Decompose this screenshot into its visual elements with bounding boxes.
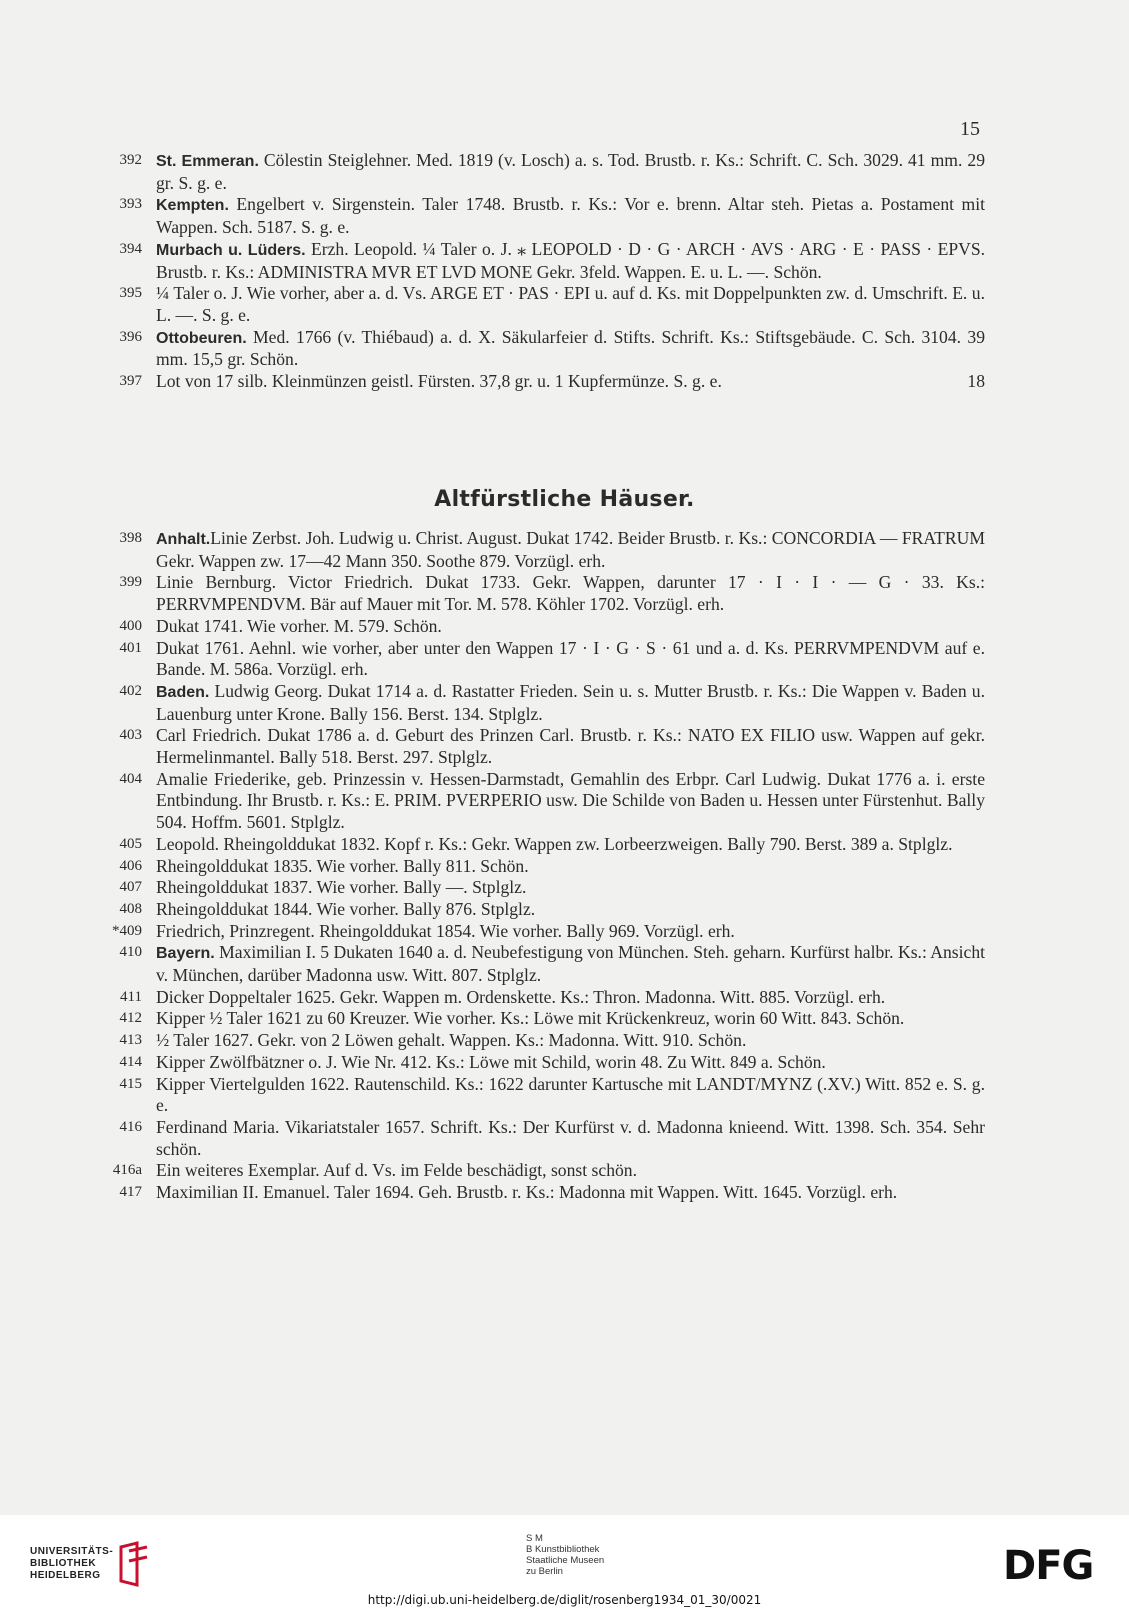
entry-description [156, 1052, 985, 1074]
lot-number: 408 [119, 900, 142, 917]
catalog-entry [100, 1117, 985, 1160]
permalink-url[interactable]: http://digi.ub.uni-heidelberg.de/diglit/rosenberg1934_01_30/0021 [367, 1593, 762, 1607]
entry-text: Carl Friedrich. Dukat 1786 a. d. Geburt des Prinzen Carl. Brustb. r. Ks.: NATO EX FILIO usw. Wappen auf gekr. Hermelinmantel. Bally 518. Berst. 297. Stplglz. [156, 725, 985, 768]
catalog-entry [100, 921, 985, 943]
lot-number: 414 [119, 1053, 142, 1070]
catalog-entry [100, 1008, 985, 1030]
catalog-entry [100, 681, 985, 725]
lot-price: 18 [967, 371, 985, 392]
entry-description [156, 1008, 985, 1030]
entry-heading: Murbach u. Lüders. [156, 241, 306, 259]
entry-text: Leopold. Rheingolddukat 1832. Kopf r. Ks.: Gekr. Wappen zw. Lorbeerzweigen. Bally 790. Berst. 389 a. Stplglz. [156, 833, 953, 854]
catalog-entry [100, 1030, 985, 1052]
entry-heading: Baden. [156, 683, 210, 701]
entry-text: Kipper ½ Taler 1621 zu 60 Kreuzer. Wie vorher. Ks.: Löwe mit Krückenkreuz, worin 60 Witt. 843. Schön. [156, 1008, 905, 1029]
lot-number: 407 [119, 879, 142, 896]
entry-heading: St. Emmeran. [156, 153, 259, 170]
lot-number: 396 [119, 328, 142, 345]
lot-number: 416a [112, 1162, 142, 1179]
catalog-entry [100, 1074, 985, 1117]
lot-number: 403 [119, 727, 142, 744]
catalog-entry [100, 327, 985, 371]
lot-number: 397 [119, 373, 142, 390]
entry-text: Maximilian I. 5 Dukaten 1640 a. d. Neubefestigung von München. Steh. geharn. Kurfürst halbr. Ks.: Ansicht v. München, darüber Madonna usw. Witt. 807. Stplglz. [156, 942, 985, 986]
entry-description [156, 1160, 985, 1182]
entry-description [156, 942, 985, 986]
lot-number: 405 [119, 835, 142, 852]
catalog-entry [100, 856, 985, 878]
lot-number: 395 [119, 285, 142, 302]
entry-description [156, 283, 985, 326]
entry-text: Lot von 17 silb. Kleinmünzen geistl. Fürsten. 37,8 gr. u. 1 Kupfermünze. S. g. e. [156, 371, 722, 392]
lot-number: 402 [119, 682, 142, 699]
lot-number: 413 [119, 1032, 142, 1049]
entry-description [156, 1117, 985, 1160]
entry-text: Dicker Doppeltaler 1625. Gekr. Wappen m. Ordenskette. Ks.: Thron. Madonna. Witt. 885. Vorzügl. erh. [156, 986, 886, 1007]
entry-text: Amalie Friederike, geb. Prinzessin v. Hessen-Darmstadt, Gemahlin des Erbpr. Carl Ludwig. Dukat 1776 a. i. erste Entbindung. Ihr Brustb. r. Ks.: E. PRIM. PVERPERIO usw. Die Schilde von Baden u. Hessen unter Fürstenhut. Bally 504. Hoffm. 5601. Stplglz. [156, 768, 985, 833]
staatliche-museen-logo[interactable]: S M B Kunstbibliothek Staatliche Museen zu Berlin [526, 1533, 605, 1577]
viewer-footer [0, 1515, 1129, 1613]
catalog-entry [100, 1052, 985, 1074]
lot-number: 404 [119, 770, 142, 787]
lot-number: 399 [119, 574, 142, 591]
entry-description [156, 834, 985, 856]
catalog-entry [100, 899, 985, 921]
lot-number: 411 [120, 988, 142, 1005]
catalog-entry [100, 371, 985, 393]
lot-number: 415 [119, 1075, 142, 1092]
entry-text: Ein weiteres Exemplar. Auf d. Vs. im Felde beschädigt, sonst schön. [156, 1160, 637, 1181]
entry-text: Ludwig Georg. Dukat 1714 a. d. Rastatter Frieden. Sein u. s. Mutter Brustb. r. Ks.: Die Wappen v. Baden u. Lauenburg unter Krone. Bally 156. Berst. 134. Stplglz. [156, 680, 985, 724]
entry-description [156, 769, 985, 834]
catalog-entry [100, 725, 985, 768]
entry-text: Dukat 1741. Wie vorher. M. 579. Schön. [156, 615, 442, 636]
catalog-entry [100, 239, 985, 283]
entry-heading: Ottobeuren. [156, 329, 247, 347]
lot-number: 392 [119, 152, 142, 168]
entry-description [156, 528, 985, 572]
section-title: Altfürstliche Häuser. [434, 487, 695, 512]
catalog-entry [100, 942, 985, 986]
entry-description [156, 572, 985, 615]
entry-description [156, 239, 985, 283]
catalog-entry [100, 1182, 985, 1204]
catalog-entry [100, 572, 985, 615]
catalog-entry [100, 194, 985, 238]
dfg-logo[interactable]: DFG [1003, 1543, 1094, 1589]
lot-number: *409 [112, 922, 142, 939]
entry-description [156, 371, 985, 393]
catalog-entry [100, 638, 985, 681]
catalog-entries-before [100, 150, 985, 393]
entry-description [156, 150, 985, 194]
entry-text: Ferdinand Maria. Vikariatstaler 1657. Schrift. Ks.: Der Kurfürst v. d. Madonna knieend. Witt. 1398. Sch. 354. Sehr schön. [156, 1116, 985, 1159]
entry-description [156, 327, 985, 371]
entry-description [156, 616, 985, 638]
entry-heading: Anhalt. [156, 531, 211, 548]
entry-text: Rheingolddukat 1835. Wie vorher. Bally 811. Schön. [156, 855, 529, 876]
entry-heading: Bayern. [156, 945, 215, 963]
library-emblem-icon [117, 1541, 151, 1587]
lot-number: 412 [119, 1010, 142, 1027]
entry-description [156, 921, 985, 943]
catalog-entry [100, 616, 985, 638]
lot-number: 410 [119, 944, 142, 961]
catalog-entry [100, 1160, 985, 1182]
entry-description [156, 1182, 985, 1204]
entry-description [156, 987, 985, 1009]
entry-text: ½ Taler 1627. Gekr. von 2 Löwen gehalt. Wappen. Ks.: Madonna. Witt. 910. Schön. [156, 1030, 747, 1051]
entry-text: ¼ Taler o. J. Wie vorher, aber a. d. Vs. ARGE ET · PAS · EPI u. auf d. Ks. mit Doppelpunkten zw. d. Umschrift. E. u. L. —. S. g. e. [156, 283, 985, 325]
entry-text: Erzh. Leopold. ¼ Taler o. J. ⁎ LEOPOLD · D · G · ARCH · AVS · ARG · E · PASS · EPVS. Brustb. r. Ks.: ADMINISTRA MVR ET LVD MONE Gekr. 3feld. Wappen. E. u. L. —. Schön. [156, 238, 986, 282]
entry-description [156, 877, 985, 899]
lot-number: 394 [119, 240, 142, 257]
entry-description [156, 725, 985, 768]
catalog-entry [100, 834, 985, 856]
entry-text: Engelbert v. Sirgenstein. Taler 1748. Brustb. r. Ks.: Vor e. brenn. Altar steh. Pietas a. Postament mit Wappen. Sch. 5187. S. g. e. [156, 194, 985, 238]
lot-number: 416 [119, 1118, 142, 1135]
entry-description [156, 856, 985, 878]
lot-number: 400 [119, 617, 142, 634]
lot-number: 417 [119, 1184, 142, 1201]
lot-number: 401 [119, 639, 142, 656]
entry-heading: Kempten. [156, 197, 229, 215]
entry-description [156, 681, 985, 725]
entry-text: Dukat 1761. Aehnl. wie vorher, aber unter den Wappen 17 · I · G · S · 61 und a. d. Ks. PERRVMPENDVM auf e. Bande. M. 586a. Vorzügl. erh. [156, 637, 985, 680]
lot-number: 406 [119, 857, 142, 874]
lot-number: 393 [119, 196, 142, 213]
entry-description [156, 194, 985, 238]
entry-text: Kipper Zwölfbätzner o. J. Wie Nr. 412. Ks.: Löwe mit Schild, worin 48. Zu Witt. 849 a. Schön. [156, 1051, 826, 1072]
entry-text: Med. 1766 (v. Thiébaud) a. d. X. Säkularfeier d. Stifts. Schrift. Ks.: Stiftsgebäude. C. Sch. 3104. 39 mm. 15,5 gr. Schön. [156, 326, 985, 370]
catalog-entry [100, 769, 985, 834]
entry-description [156, 1030, 985, 1052]
university-library-logo[interactable] [30, 1541, 151, 1587]
entry-text: Friedrich, Prinzregent. Rheingolddukat 1854. Wie vorher. Bally 969. Vorzügl. erh. [156, 920, 735, 941]
entry-description [156, 1074, 985, 1117]
entry-description [156, 638, 985, 681]
catalog-entry [100, 283, 985, 326]
page-number: 15 [960, 118, 980, 140]
catalog-entries-after [100, 528, 985, 1204]
library-name: UNIVERSITÄTS- BIBLIOTHEK HEIDELBERG [30, 1546, 114, 1581]
entry-text: Kipper Viertelgulden 1622. Rautenschild. Ks.: 1622 darunter Kartusche mit LANDT/MYNZ (.XV.) Witt. 852 e. S. g. e. [156, 1073, 985, 1116]
entry-text: Cölestin Steiglehner. Med. 1819 (v. Losch) a. s. Tod. Brustb. r. Ks.: Schrift. C. Sch. 3029. 41 mm. 29 gr. S. g. e. [156, 150, 985, 193]
catalog-entry [100, 150, 985, 194]
catalog-entry [100, 877, 985, 899]
lot-number: 398 [119, 530, 142, 546]
catalog-entry [100, 987, 985, 1009]
entry-text: Rheingolddukat 1837. Wie vorher. Bally —. Stplglz. [156, 877, 527, 898]
entry-text: Linie Bernburg. Victor Friedrich. Dukat 1733. Gekr. Wappen, darunter 17 · I · I · — G · 33. Ks.: PERRVMPENDVM. Bär auf Mauer mit Tor. M. 578. Köhler 1702. Vorzügl. erh. [156, 572, 985, 615]
entry-description [156, 899, 985, 921]
entry-text: Maximilian II. Emanuel. Taler 1694. Geh. Brustb. r. Ks.: Madonna mit Wappen. Witt. 1645. Vorzügl. erh. [156, 1182, 898, 1203]
catalog-entry [100, 528, 985, 572]
entry-text: Linie Zerbst. Joh. Ludwig u. Christ. August. Dukat 1742. Beider Brustb. r. Ks.: CONCORDIA — FRATRUM Gekr. Wappen zw. 17—42 Mann 350. Soothe 879. Vorzügl. erh. [156, 528, 985, 571]
entry-text: Rheingolddukat 1844. Wie vorher. Bally 876. Stplglz. [156, 898, 536, 919]
